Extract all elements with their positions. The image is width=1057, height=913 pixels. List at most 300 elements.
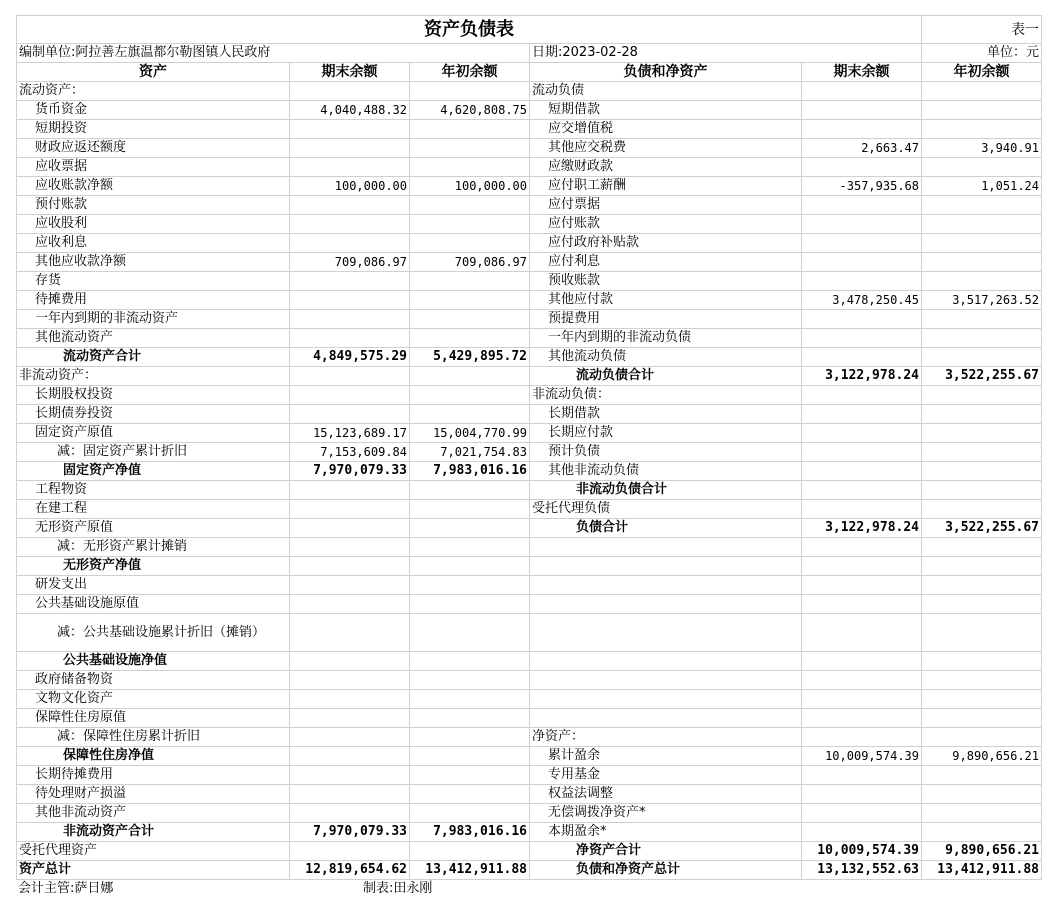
liability-name: 流动负债合计 (530, 367, 802, 386)
table-row (17, 139, 1042, 158)
table-row (17, 443, 1042, 462)
table-row (17, 709, 1042, 728)
asset-end-balance (290, 652, 410, 671)
asset-end-balance (290, 82, 410, 101)
table-row (17, 576, 1042, 595)
liability-begin-balance (922, 348, 1042, 367)
liability-end-balance: 3,122,978.24 (802, 367, 922, 386)
liability-end-balance (802, 158, 922, 177)
table-row (17, 291, 1042, 310)
asset-begin-balance: 4,620,808.75 (410, 101, 530, 120)
liability-name: 负债合计 (530, 519, 802, 538)
asset-end-balance: 7,970,079.33 (290, 823, 410, 842)
liability-begin-balance: 1,051.24 (922, 177, 1042, 196)
table-row (17, 500, 1042, 519)
liability-end-balance (802, 481, 922, 500)
asset-begin-balance: 709,086.97 (410, 253, 530, 272)
table-row (17, 804, 1042, 823)
liability-name: 应付账款 (530, 215, 802, 234)
liability-end-balance (802, 671, 922, 690)
liability-begin-balance: 13,412,911.88 (922, 861, 1042, 880)
asset-name: 无形资产净值 (17, 557, 290, 576)
asset-begin-balance (410, 690, 530, 709)
asset-name: 文物文化资产 (17, 690, 290, 709)
asset-name: 工程物资 (17, 481, 290, 500)
balance-sheet (16, 15, 1041, 898)
asset-begin-balance (410, 291, 530, 310)
liability-name: 累计盈余 (530, 747, 802, 766)
table-row (17, 519, 1042, 538)
asset-begin-balance (410, 519, 530, 538)
liability-name: 预提费用 (530, 310, 802, 329)
sheet-title: 资产负债表 (17, 16, 922, 44)
liability-begin-balance (922, 500, 1042, 519)
asset-end-balance (290, 291, 410, 310)
table-row (17, 82, 1042, 101)
table-row (17, 310, 1042, 329)
liability-name (530, 671, 802, 690)
header-begin-balance: 年初余额 (410, 63, 530, 82)
table-row (17, 690, 1042, 709)
table-row (17, 614, 1042, 652)
liability-name: 应缴财政款 (530, 158, 802, 177)
table-row (17, 671, 1042, 690)
asset-end-balance (290, 405, 410, 424)
liability-end-balance (802, 785, 922, 804)
asset-name: 减：固定资产累计折旧 (17, 443, 290, 462)
liability-begin-balance (922, 272, 1042, 291)
liability-end-balance (802, 329, 922, 348)
liability-end-balance (802, 462, 922, 481)
asset-begin-balance (410, 652, 530, 671)
liability-begin-balance (922, 557, 1042, 576)
liability-end-balance (802, 272, 922, 291)
liability-end-balance: 13,132,552.63 (802, 861, 922, 880)
liability-end-balance: 2,663.47 (802, 139, 922, 158)
liability-end-balance (802, 120, 922, 139)
asset-begin-balance (410, 842, 530, 861)
liability-end-balance (802, 690, 922, 709)
asset-end-balance (290, 557, 410, 576)
asset-name: 非流动资产： (17, 367, 290, 386)
asset-begin-balance (410, 310, 530, 329)
asset-name: 长期股权投资 (17, 386, 290, 405)
liability-begin-balance (922, 253, 1042, 272)
liability-end-balance: 10,009,574.39 (802, 747, 922, 766)
liability-begin-balance (922, 158, 1042, 177)
table-row (17, 557, 1042, 576)
asset-end-balance (290, 595, 410, 614)
header-liabilities: 负债和净资产 (530, 63, 802, 82)
table-row (17, 481, 1042, 500)
asset-end-balance (290, 272, 410, 291)
liability-name: 应付职工薪酬 (530, 177, 802, 196)
liability-begin-balance (922, 481, 1042, 500)
asset-begin-balance (410, 728, 530, 747)
asset-end-balance: 4,849,575.29 (290, 348, 410, 367)
liability-name: 非流动负债合计 (530, 481, 802, 500)
liability-end-balance (802, 823, 922, 842)
table-number: 表一 (922, 16, 1042, 44)
asset-end-balance (290, 804, 410, 823)
report-date: 日期:2023-02-28 (530, 44, 922, 63)
liability-name: 应交增值税 (530, 120, 802, 139)
asset-name: 预付账款 (17, 196, 290, 215)
table-row (17, 842, 1042, 861)
table-row (17, 101, 1042, 120)
asset-name: 受托代理资产 (17, 842, 290, 861)
asset-begin-balance (410, 215, 530, 234)
asset-end-balance (290, 120, 410, 139)
asset-end-balance (290, 500, 410, 519)
liability-begin-balance (922, 101, 1042, 120)
asset-end-balance (290, 481, 410, 500)
liability-begin-balance (922, 386, 1042, 405)
liability-name: 净资产： (530, 728, 802, 747)
asset-name: 应收票据 (17, 158, 290, 177)
asset-begin-balance: 100,000.00 (410, 177, 530, 196)
liability-end-balance (802, 766, 922, 785)
asset-begin-balance (410, 785, 530, 804)
liability-end-balance (802, 424, 922, 443)
liability-name: 其他流动负债 (530, 348, 802, 367)
asset-name: 其他流动资产 (17, 329, 290, 348)
asset-end-balance (290, 329, 410, 348)
asset-name: 其他非流动资产 (17, 804, 290, 823)
liability-end-balance (802, 443, 922, 462)
asset-name: 货币资金 (17, 101, 290, 120)
table-row (17, 120, 1042, 139)
asset-end-balance (290, 196, 410, 215)
asset-name: 应收股利 (17, 215, 290, 234)
liability-begin-balance (922, 766, 1042, 785)
asset-name: 固定资产净值 (17, 462, 290, 481)
liability-begin-balance (922, 823, 1042, 842)
asset-begin-balance (410, 139, 530, 158)
liability-begin-balance (922, 690, 1042, 709)
table-row (17, 196, 1042, 215)
liability-name: 预收账款 (530, 272, 802, 291)
asset-name: 在建工程 (17, 500, 290, 519)
table-row (17, 728, 1042, 747)
asset-begin-balance (410, 367, 530, 386)
table-row (17, 348, 1042, 367)
liability-begin-balance (922, 196, 1042, 215)
asset-begin-balance (410, 158, 530, 177)
table-row (17, 823, 1042, 842)
asset-end-balance (290, 576, 410, 595)
liability-end-balance (802, 101, 922, 120)
table-row (17, 367, 1042, 386)
liability-name: 非流动负债： (530, 386, 802, 405)
liability-begin-balance (922, 785, 1042, 804)
liability-begin-balance (922, 82, 1042, 101)
asset-name: 公共基础设施原值 (17, 595, 290, 614)
asset-end-balance (290, 139, 410, 158)
liability-begin-balance (922, 728, 1042, 747)
asset-name: 减：保障性住房累计折旧 (17, 728, 290, 747)
asset-name: 流动资产： (17, 82, 290, 101)
table-row (17, 177, 1042, 196)
liability-end-balance (802, 728, 922, 747)
table-row (17, 861, 1042, 880)
asset-name: 非流动资产合计 (17, 823, 290, 842)
asset-name: 流动资产合计 (17, 348, 290, 367)
liability-name: 长期借款 (530, 405, 802, 424)
liability-name (530, 576, 802, 595)
asset-begin-balance (410, 709, 530, 728)
asset-end-balance (290, 158, 410, 177)
asset-name: 长期债券投资 (17, 405, 290, 424)
asset-end-balance (290, 671, 410, 690)
liability-name (530, 557, 802, 576)
liability-end-balance (802, 538, 922, 557)
asset-end-balance: 4,040,488.32 (290, 101, 410, 120)
asset-begin-balance (410, 481, 530, 500)
asset-begin-balance (410, 272, 530, 291)
liability-begin-balance (922, 443, 1042, 462)
liability-end-balance (802, 709, 922, 728)
liability-begin-balance: 3,522,255.67 (922, 367, 1042, 386)
liability-name: 其他应付款 (530, 291, 802, 310)
liability-end-balance (802, 215, 922, 234)
asset-end-balance (290, 386, 410, 405)
table-row (17, 462, 1042, 481)
asset-begin-balance (410, 196, 530, 215)
asset-name: 固定资产原值 (17, 424, 290, 443)
liability-name (530, 652, 802, 671)
liability-end-balance (802, 500, 922, 519)
liability-begin-balance (922, 405, 1042, 424)
asset-end-balance (290, 367, 410, 386)
asset-name: 待摊费用 (17, 291, 290, 310)
table-row (17, 405, 1042, 424)
asset-end-balance: 7,153,609.84 (290, 443, 410, 462)
header-assets: 资产 (17, 63, 290, 82)
asset-end-balance: 100,000.00 (290, 177, 410, 196)
asset-begin-balance (410, 557, 530, 576)
liability-begin-balance (922, 671, 1042, 690)
asset-begin-balance: 15,004,770.99 (410, 424, 530, 443)
asset-end-balance (290, 728, 410, 747)
asset-end-balance (290, 614, 410, 652)
asset-name: 研发支出 (17, 576, 290, 595)
liability-begin-balance (922, 709, 1042, 728)
asset-begin-balance (410, 747, 530, 766)
asset-begin-balance (410, 576, 530, 595)
liability-end-balance: 10,009,574.39 (802, 842, 922, 861)
liability-name: 应付利息 (530, 253, 802, 272)
asset-begin-balance (410, 614, 530, 652)
liability-begin-balance (922, 329, 1042, 348)
liability-name: 应付票据 (530, 196, 802, 215)
header-end-balance: 期末余额 (290, 63, 410, 82)
asset-begin-balance (410, 500, 530, 519)
liability-begin-balance (922, 120, 1042, 139)
asset-name: 公共基础设施净值 (17, 652, 290, 671)
liability-name: 专用基金 (530, 766, 802, 785)
asset-name: 短期投资 (17, 120, 290, 139)
asset-begin-balance (410, 595, 530, 614)
liability-end-balance: -357,935.68 (802, 177, 922, 196)
table-row (17, 785, 1042, 804)
asset-begin-balance: 5,429,895.72 (410, 348, 530, 367)
asset-name: 其他应收款净额 (17, 253, 290, 272)
liability-end-balance (802, 196, 922, 215)
asset-name: 应收利息 (17, 234, 290, 253)
table-row (17, 272, 1042, 291)
asset-name: 保障性住房原值 (17, 709, 290, 728)
asset-name: 无形资产原值 (17, 519, 290, 538)
liability-begin-balance (922, 576, 1042, 595)
liability-name: 应付政府补贴款 (530, 234, 802, 253)
asset-begin-balance (410, 405, 530, 424)
liability-begin-balance (922, 310, 1042, 329)
table-row (17, 234, 1042, 253)
liability-begin-balance: 9,890,656.21 (922, 842, 1042, 861)
liability-name: 净资产合计 (530, 842, 802, 861)
liability-begin-balance (922, 234, 1042, 253)
asset-name: 待处理财产损溢 (17, 785, 290, 804)
asset-begin-balance: 7,021,754.83 (410, 443, 530, 462)
liability-begin-balance (922, 652, 1042, 671)
liability-name: 流动负债 (530, 82, 802, 101)
accountant: 会计主管:萨日娜 (18, 881, 114, 896)
table-row (17, 747, 1042, 766)
liability-begin-balance (922, 215, 1042, 234)
asset-begin-balance (410, 329, 530, 348)
liability-name: 本期盈余* (530, 823, 802, 842)
asset-end-balance (290, 215, 410, 234)
asset-end-balance (290, 842, 410, 861)
liability-begin-balance: 3,940.91 (922, 139, 1042, 158)
asset-begin-balance (410, 804, 530, 823)
liability-name: 其他非流动负债 (530, 462, 802, 481)
asset-name: 存货 (17, 272, 290, 291)
asset-begin-balance (410, 538, 530, 557)
liability-begin-balance (922, 614, 1042, 652)
asset-begin-balance (410, 386, 530, 405)
asset-end-balance: 7,970,079.33 (290, 462, 410, 481)
liability-begin-balance (922, 424, 1042, 443)
asset-end-balance (290, 310, 410, 329)
liability-end-balance (802, 386, 922, 405)
liability-end-balance (802, 557, 922, 576)
asset-end-balance (290, 519, 410, 538)
asset-name: 减：无形资产累计摊销 (17, 538, 290, 557)
liability-end-balance: 3,122,978.24 (802, 519, 922, 538)
liability-end-balance (802, 253, 922, 272)
table-row (17, 329, 1042, 348)
liability-begin-balance (922, 804, 1042, 823)
asset-end-balance: 709,086.97 (290, 253, 410, 272)
liability-begin-balance (922, 538, 1042, 557)
asset-end-balance (290, 766, 410, 785)
header-begin-balance-2: 年初余额 (922, 63, 1042, 82)
liability-name: 一年内到期的非流动负债 (530, 329, 802, 348)
table-row (17, 386, 1042, 405)
asset-begin-balance: 13,412,911.88 (410, 861, 530, 880)
header-end-balance-2: 期末余额 (802, 63, 922, 82)
currency-unit: 单位：元 (922, 44, 1042, 63)
liability-name (530, 538, 802, 557)
asset-name: 财政应返还额度 (17, 139, 290, 158)
liability-name: 短期借款 (530, 101, 802, 120)
table-row (17, 652, 1042, 671)
liability-end-balance (802, 405, 922, 424)
asset-name: 一年内到期的非流动资产 (17, 310, 290, 329)
liability-begin-balance (922, 462, 1042, 481)
liability-end-balance (802, 310, 922, 329)
asset-end-balance: 15,123,689.17 (290, 424, 410, 443)
liability-name: 负债和净资产总计 (530, 861, 802, 880)
liability-name (530, 709, 802, 728)
liability-end-balance: 3,478,250.45 (802, 291, 922, 310)
asset-name: 长期待摊费用 (17, 766, 290, 785)
liability-end-balance (802, 804, 922, 823)
asset-name: 政府储备物资 (17, 671, 290, 690)
asset-name: 应收账款净额 (17, 177, 290, 196)
footer (16, 880, 1041, 898)
asset-end-balance (290, 690, 410, 709)
asset-begin-balance: 7,983,016.16 (410, 462, 530, 481)
table-row (17, 158, 1042, 177)
liability-name (530, 690, 802, 709)
liability-end-balance (802, 652, 922, 671)
table-row (17, 595, 1042, 614)
liability-name: 其他应交税费 (530, 139, 802, 158)
liability-end-balance (802, 82, 922, 101)
liability-end-balance (802, 576, 922, 595)
preparing-unit: 编制单位:阿拉善左旗温都尔勒图镇人民政府 (17, 44, 530, 63)
asset-end-balance (290, 785, 410, 804)
asset-begin-balance: 7,983,016.16 (410, 823, 530, 842)
liability-name (530, 595, 802, 614)
liability-end-balance (802, 614, 922, 652)
liability-name: 受托代理负债 (530, 500, 802, 519)
liability-begin-balance: 3,517,263.52 (922, 291, 1042, 310)
table-row (17, 424, 1042, 443)
table-row (17, 215, 1042, 234)
asset-name: 减：公共基础设施累计折旧（摊销） (17, 614, 290, 652)
liability-end-balance (802, 348, 922, 367)
table-row (17, 538, 1042, 557)
liability-name: 权益法调整 (530, 785, 802, 804)
preparer: 制表:田永刚 (363, 881, 433, 896)
asset-begin-balance (410, 766, 530, 785)
liability-begin-balance: 3,522,255.67 (922, 519, 1042, 538)
liability-end-balance (802, 234, 922, 253)
asset-name: 资产总计 (17, 861, 290, 880)
asset-end-balance: 12,819,654.62 (290, 861, 410, 880)
asset-begin-balance (410, 120, 530, 139)
asset-end-balance (290, 538, 410, 557)
liability-begin-balance (922, 595, 1042, 614)
liability-name: 预计负债 (530, 443, 802, 462)
asset-name: 保障性住房净值 (17, 747, 290, 766)
table-row (17, 766, 1042, 785)
asset-end-balance (290, 747, 410, 766)
asset-begin-balance (410, 234, 530, 253)
balance-sheet-table (16, 15, 1042, 880)
liability-name (530, 614, 802, 652)
liability-end-balance (802, 595, 922, 614)
asset-begin-balance (410, 671, 530, 690)
liability-name: 长期应付款 (530, 424, 802, 443)
liability-name: 无偿调拨净资产* (530, 804, 802, 823)
table-row (17, 253, 1042, 272)
asset-end-balance (290, 234, 410, 253)
